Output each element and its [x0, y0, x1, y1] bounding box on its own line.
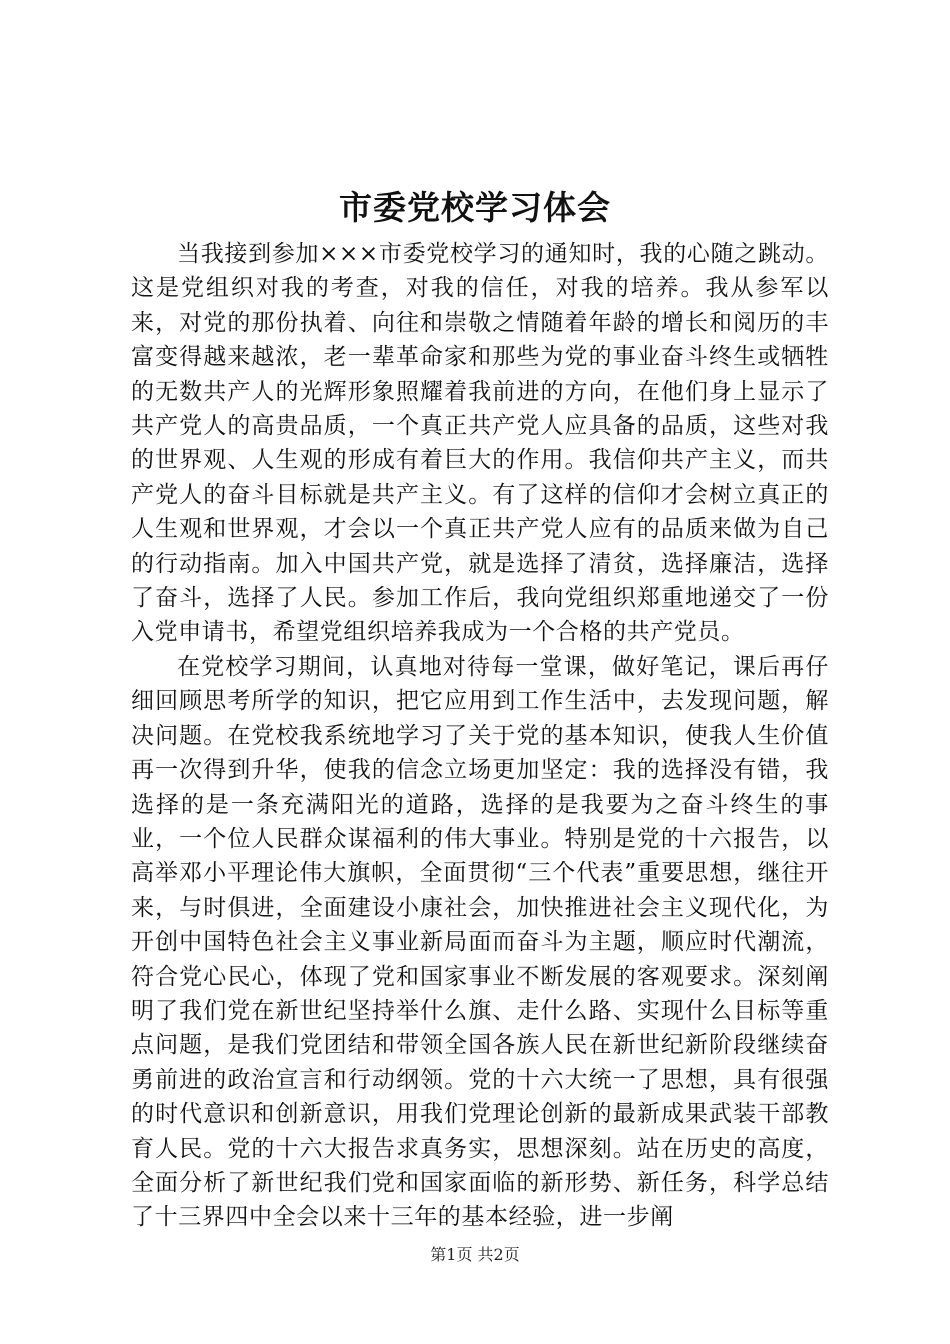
- paragraph-2: 在党校学习期间，认真地对待每一堂课，做好笔记，课后再仔细回顾思考所学的知识，把它应用到工作生活中，去发现问题，解决问题。在党校我系统地学习了关于党的基本知识，使我人生价值再一次得到升华，使我的信念立场更加坚定：我的选择没有错，我选择的是一条充满阳光的道路，选择的是我要为之奋斗终生的事业，一个位人民群众谋福利的伟大事业。特别是党的十六报告，以高举邓小平理论伟大旗帜，全面贯彻“三个代表”重要思想，继往开来，与时俱进，全面建设小康社会，加快推进社会主义现代化，为开创中国特色社会主义事业新局面而奋斗为主题，顺应时代潮流，符合党心民心，体现了党和国家事业不断发展的客观要求。深刻阐明了我们党在新世纪坚持举什么旗、走什么路、实现什么目标等重点问题，是我们党团结和带领全国各族人民在新世纪新阶段继续奋勇前进的政治宣言和行动纲领。党的十六大统一了思想，具有很强的时代意识和创新意识，用我们党理论创新的最新成果武装干部教育人民。党的十六大报告求真务实，思想深刻。站在历史的高度，全面分析了新世纪我们党和国家面临的新形势、新任务，科学总结了十三界四中全会以来十三年的基本经验，进一步阐: [131, 653, 829, 1231]
- page-indicator: 第1页 共2页: [430, 1245, 520, 1264]
- document-body: [131, 237, 829, 1235]
- paragraph-1: 当我接到参加×××市委党校学习的通知时，我的心随之跳动。这是党组织对我的考查，对我的信任，对我的培养。我从参军以来，对党的那份执着、向往和崇敬之情随着年龄的增长和阅历的丰富变得越来越浓，老一辈革命家和那些为党的事业奋斗终生或牺牲的无数共产人的光辉形象照耀着我前进的方向，在他们身上显示了共产党人的高贵品质，一个真正共产党人应具备的品质，这些对我的世界观、人生观的形成有着巨大的作用。我信仰共产主义，而共产党人的奋斗目标就是共产主义。有了这样的信仰才会树立真正的人生观和世界观，才会以一个真正共产党人应有的品质来做为自己的行动指南。加入中国共产党，就是选择了清贫，选择廉洁，选择了奋斗，选择了人民。参加工作后，我向党组织郑重地递交了一份入党申请书，希望党组织培养我成为一个合格的共产党员。: [131, 241, 829, 646]
- document-title: 市委党校学习体会: [339, 188, 611, 227]
- page-footer: [0, 1244, 950, 1266]
